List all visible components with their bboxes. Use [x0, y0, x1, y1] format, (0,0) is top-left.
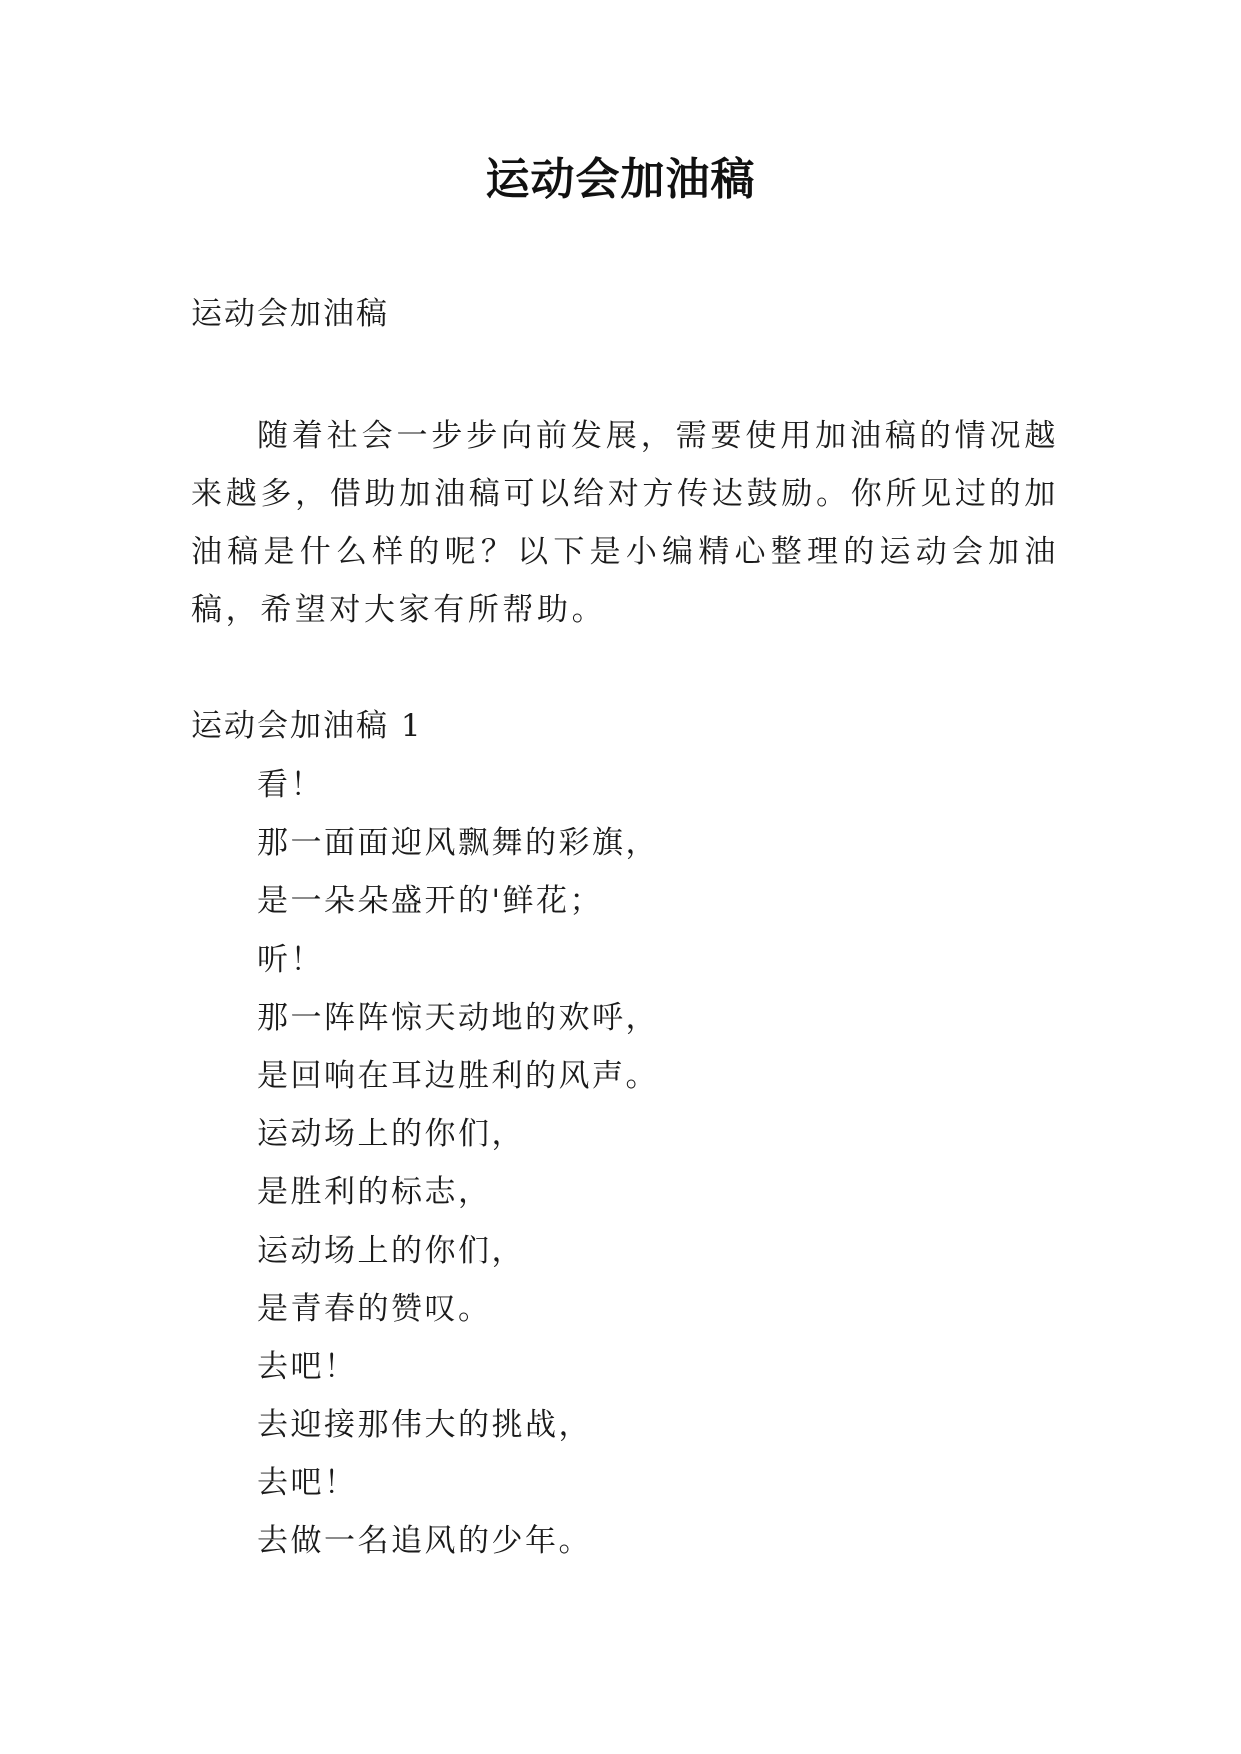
- document-title: 运动会加油稿: [485, 154, 756, 205]
- poem-line: 听！: [257, 941, 324, 978]
- poem-line: 那一面面迎风飘舞的彩旗，: [257, 825, 659, 862]
- intro-paragraph: 随着社会一步步向前发展，需要使用加油稿的情况越来越多，借助加油稿可以给对方传达鼓励。你所见过的加油稿是什么样的呢？以下是小编精心整理的运动会加油稿，希望对大家有所帮助。: [191, 418, 1059, 628]
- section-heading: 运动会加油稿 1: [191, 708, 423, 744]
- poem-line: 运动场上的你们，: [257, 1116, 525, 1153]
- poem-line: 运动场上的你们，: [257, 1232, 525, 1269]
- poem-line: 去做一名追风的少年。: [257, 1523, 592, 1560]
- poem-line: 那一阵阵惊天动地的欢呼，: [257, 999, 659, 1036]
- poem-line: 是一朵朵盛开的'鲜花；: [257, 883, 604, 920]
- poem-line: 去吧！: [257, 1465, 358, 1502]
- poem-line: 去迎接那伟大的挑战，: [257, 1407, 592, 1444]
- document-subtitle: 运动会加油稿: [191, 296, 389, 332]
- poem: [257, 756, 659, 1571]
- poem-line: 是青春的赞叹。: [257, 1290, 492, 1327]
- poem-line: 去吧！: [257, 1348, 358, 1385]
- poem-line: 看！: [257, 767, 324, 803]
- poem-line: 是胜利的标志，: [257, 1174, 492, 1211]
- poem-line: 是回响在耳边胜利的风声。: [257, 1057, 659, 1094]
